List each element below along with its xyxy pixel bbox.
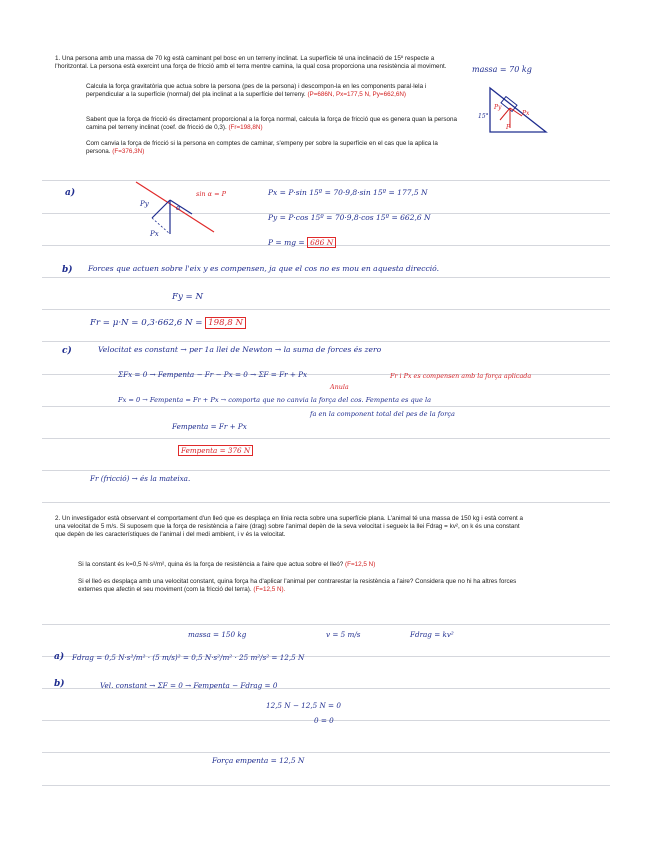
problem-2-title: 2. Un investigador està observant el comportament d'un lleó que es desplaça en línia recta sobre una superfície plana. L'animal té una massa de 150 kg i està corrent a una velocitat de 5 m/s. Si suposem que la força de resistència a l'aire (drag) sobre l'animal depèn de la seva velocitat i segueix la llei Fdrag = kv², on k és una constant que depèn de les característiques de l'animal i del medi ambient, i v és la velocitat.: [55, 515, 523, 539]
problem-1-part-a: [86, 83, 460, 99]
sol1-c-text: Velocitat es constant → per 1a llei de Newton → la suma de forces és zero: [98, 345, 382, 354]
ruled-line: [42, 406, 610, 407]
sol1-b-label: b): [62, 265, 73, 275]
ruled-line: [42, 502, 610, 503]
part-a-text: Calcula la força gravitatòria que actua sobre la persona (pes de la persona) i descompon-la en les components paral·lela i perpendicular a la superfície (normal) del pla inclinat a la superfície del terreny.: [86, 83, 427, 99]
sol2-a-label: a): [54, 652, 65, 662]
sol1-a-py: Py = P·cos 15º = 70·9,8·cos 15º = 662,6 N: [268, 213, 431, 222]
fig-px: Px: [150, 230, 159, 238]
sol1-a-pmag: [268, 238, 336, 247]
ruled-line: [42, 470, 610, 471]
problem-2-part-b: [78, 578, 528, 594]
sol1-b-text: Forces que actuen sobre l'eix y es compensen, ja que el cos no es mou en aquesta direcció.: [88, 264, 440, 273]
sol2-b-line3: 0 = 0: [314, 716, 334, 725]
sol1-a-label: a): [65, 188, 76, 198]
ruled-line: [42, 752, 610, 753]
diagram-mass-label: massa = 70 kg: [472, 65, 532, 74]
fr-formula: Fr = μ·N = 0,3·662,6 N =: [90, 318, 203, 328]
incline-diagram: [470, 80, 560, 140]
sol1-c-note: Fr (fricció) → és la mateixa.: [90, 474, 191, 483]
sol1-c-label: c): [62, 346, 72, 356]
sol2-b-result: Força empenta = 12,5 N: [212, 756, 305, 765]
sol2-given-drag: Fdrag = kv²: [410, 630, 454, 639]
sol2-b-line2: 12,5 N − 12,5 N = 0: [266, 701, 341, 710]
sol2-b-line1: Vel. constant → ΣF = 0 → Fempenta − Fdrag = 0: [100, 681, 278, 690]
fig-alpha: α: [176, 204, 181, 212]
p2-a-text: Si la constant és k=0,5 N·s²/m², quina és la força de resistència a l'aire que actua sobre el lleó?: [78, 561, 344, 568]
fig-py: Py: [140, 200, 149, 208]
problem-1-part-c: [86, 140, 460, 156]
diagram-angle: 15°: [478, 113, 489, 120]
part-a-answer: (P=686N, Px=177,5 N, Py=662,6N): [307, 91, 406, 99]
diagram-py-label: Py: [494, 104, 502, 111]
p2-b-text: Si el lleó es desplaça amb una velocitat constant, quina força ha d'aplicar l'animal per contrarestar la resistència a l'aire? Considera que no hi ha altres forces externes que afectin el seu moviment (com la fricció del terra).: [78, 578, 517, 594]
sol1-c-formula: Fempenta = Fr + Px: [172, 422, 247, 431]
part-c-answer: (F=376,3N): [112, 148, 145, 156]
sol1-c-line1: ΣFx = 0 → Fempenta − Fr − Px = 0 → ΣF = Fr + Px: [118, 370, 308, 379]
sol1-b-fr: [90, 318, 246, 328]
part-b-answer: (Fr=198,8N): [228, 124, 263, 132]
sol1-c-result-row: [178, 446, 253, 455]
sol1-c-red-anula: Anula: [330, 383, 349, 391]
force-diagram: [130, 180, 220, 240]
part-b-text: Sabent que la força de fricció és directament proporcional a la força normal, calcula la força de fricció que es genera quan la persona camina pel terreny inclinat (coef. de fricció de 0,3).: [86, 116, 458, 132]
ruled-line: [42, 438, 610, 439]
ruled-line: [42, 180, 610, 181]
diagram-px-label: Px: [522, 110, 530, 117]
p2-a-answer: (F=12,5 N): [345, 561, 376, 568]
ruled-line: [42, 785, 610, 786]
p-result: 686 N: [307, 237, 336, 248]
part-c-text: Com canvia la força de fricció si la persona en comptes de caminar, s'empeny per sobre la superfície en el cas que la aplica la persona.: [86, 140, 438, 156]
problem-2-part-a: [78, 561, 528, 569]
sol1-a-px: Px = P·sin 15º = 70·9,8·sin 15º = 177,5 N: [268, 188, 428, 197]
ruled-line: [42, 277, 610, 278]
sol2-b-label: b): [54, 679, 65, 689]
sol2-a-text: Fdrag = 0,5 N·s²/m² · (5 m/s)² = 0,5 N·s²/m² · 25 m²/s² = 12,5 N: [72, 653, 305, 662]
push-force-result: Fempenta = 376 N: [178, 445, 253, 456]
diagram-p-label: P: [506, 124, 511, 131]
ruled-line: [42, 341, 610, 342]
p2-b-answer: (F=12,5 N).: [253, 586, 286, 594]
sol1-c-red-note: Fr i Px es compensen amb la força aplicada: [390, 372, 532, 380]
sol2-given-velocity: v = 5 m/s: [326, 630, 361, 639]
sol1-c-line2: Fx = 0 → Fempenta = Fr + Px → comporta que no canvia la força del cos. Fempenta es que la: [118, 396, 432, 404]
sol1-c-line3: fa en la component total del pes de la força: [310, 410, 455, 418]
ruled-line: [42, 624, 610, 625]
sol1-b-n: Fy = N: [172, 292, 204, 302]
p-formula: P = mg =: [268, 238, 305, 247]
fig-slope-label: sin α = P: [196, 190, 227, 198]
ruled-line: [42, 309, 610, 310]
fr-result: 198,8 N: [205, 317, 246, 329]
sol2-given-mass: massa = 150 kg: [188, 630, 247, 639]
problem-1-title: 1. Una persona amb una massa de 70 kg està caminant pel bosc en un terreny inclinat. La superfície té una inclinació de 15º respecte a l'horitzontal. La persona està exercint una força de fricció amb el terra mentre camina, la qual cosa proporciona una resistència al moviment.: [55, 55, 447, 71]
problem-1-part-b: [86, 116, 460, 132]
